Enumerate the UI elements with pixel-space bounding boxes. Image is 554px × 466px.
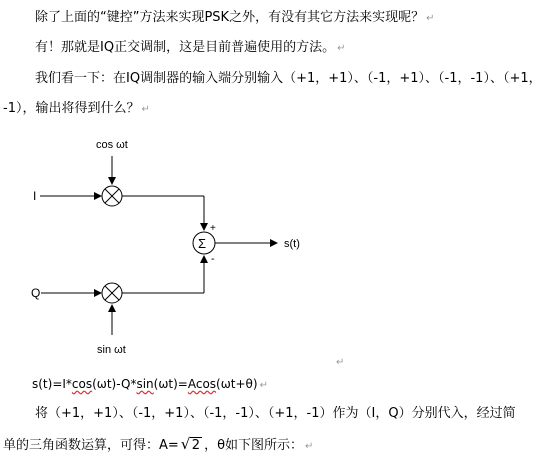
paragraph-6-text-a: 单的三角函数运算，可得：A= [3, 438, 179, 453]
i-mixer-icon [102, 186, 122, 206]
paragraph-3-line-2 [3, 101, 150, 118]
paragraph-3-text-a: 我们看一下：在IQ调制器的输入端分别输入（+1，+1）、（-1，+1）、（-1，-1）、（+1， [35, 71, 542, 86]
paragraph-6 [3, 435, 314, 455]
sqrt-expression [180, 435, 202, 454]
summer-symbol: Σ [198, 236, 207, 251]
q-label: Q [31, 286, 41, 300]
sqrt-radicand: 2 [191, 438, 201, 453]
radical-sign-icon: √ [180, 435, 191, 453]
q-mixer-icon [102, 283, 122, 303]
formula-acos: Acos [187, 377, 217, 391]
paragraph-2 [35, 40, 345, 57]
formula-part-d: (ωt+θ) [216, 377, 258, 391]
paragraph-3-line-1 [35, 71, 542, 87]
formula-cos: cos [71, 377, 93, 391]
i-label: I [33, 189, 37, 203]
paragraph-mark-icon: ↵ [259, 380, 268, 391]
paragraph-mark-icon: ↵ [305, 441, 314, 452]
iq-modulator-diagram [0, 120, 554, 360]
sin-label: sin ωt [97, 344, 126, 356]
formula-part-c: (ωt)= [153, 377, 188, 391]
paragraph-1 [35, 10, 434, 27]
paragraph-5-text: 将（+1，+1）、（-1，+1）、（-1，-1）、（+1，-1）作为（I，Q）分别代入，经过简 [35, 406, 516, 421]
plus-sign: + [210, 223, 216, 234]
paragraph-mark-icon: ↵ [141, 104, 150, 115]
minus-sign: - [211, 253, 215, 265]
paragraph-1-text: 除了上面的“键控”方法来实现PSK之外，有没有其它方法来实现呢？ [35, 10, 425, 25]
paragraph-3-text-b: -1），输出将得到什么？ [3, 101, 140, 116]
diagram-end-mark [334, 354, 344, 371]
summer-icon [193, 232, 215, 254]
formula-part-a: s(t)=I* [32, 377, 72, 391]
formula-sin: sin [136, 377, 154, 391]
formula-line [32, 376, 268, 394]
paragraph-mark-icon: ↵ [337, 43, 346, 54]
output-label: s(t) [284, 238, 300, 250]
paragraph-2-text: 有！那就是IQ正交调制，这是目前普遍使用的方法。 [35, 40, 336, 55]
paragraph-6-text-b: ，θ如下图所示： [204, 438, 304, 453]
paragraph-mark-icon: ↵ [426, 13, 435, 24]
formula-part-b: (ωt)-Q* [92, 377, 137, 391]
paragraph-5 [35, 406, 516, 422]
paragraph-mark-icon: ↵ [336, 357, 345, 368]
cos-label: cos ωt [96, 139, 128, 151]
